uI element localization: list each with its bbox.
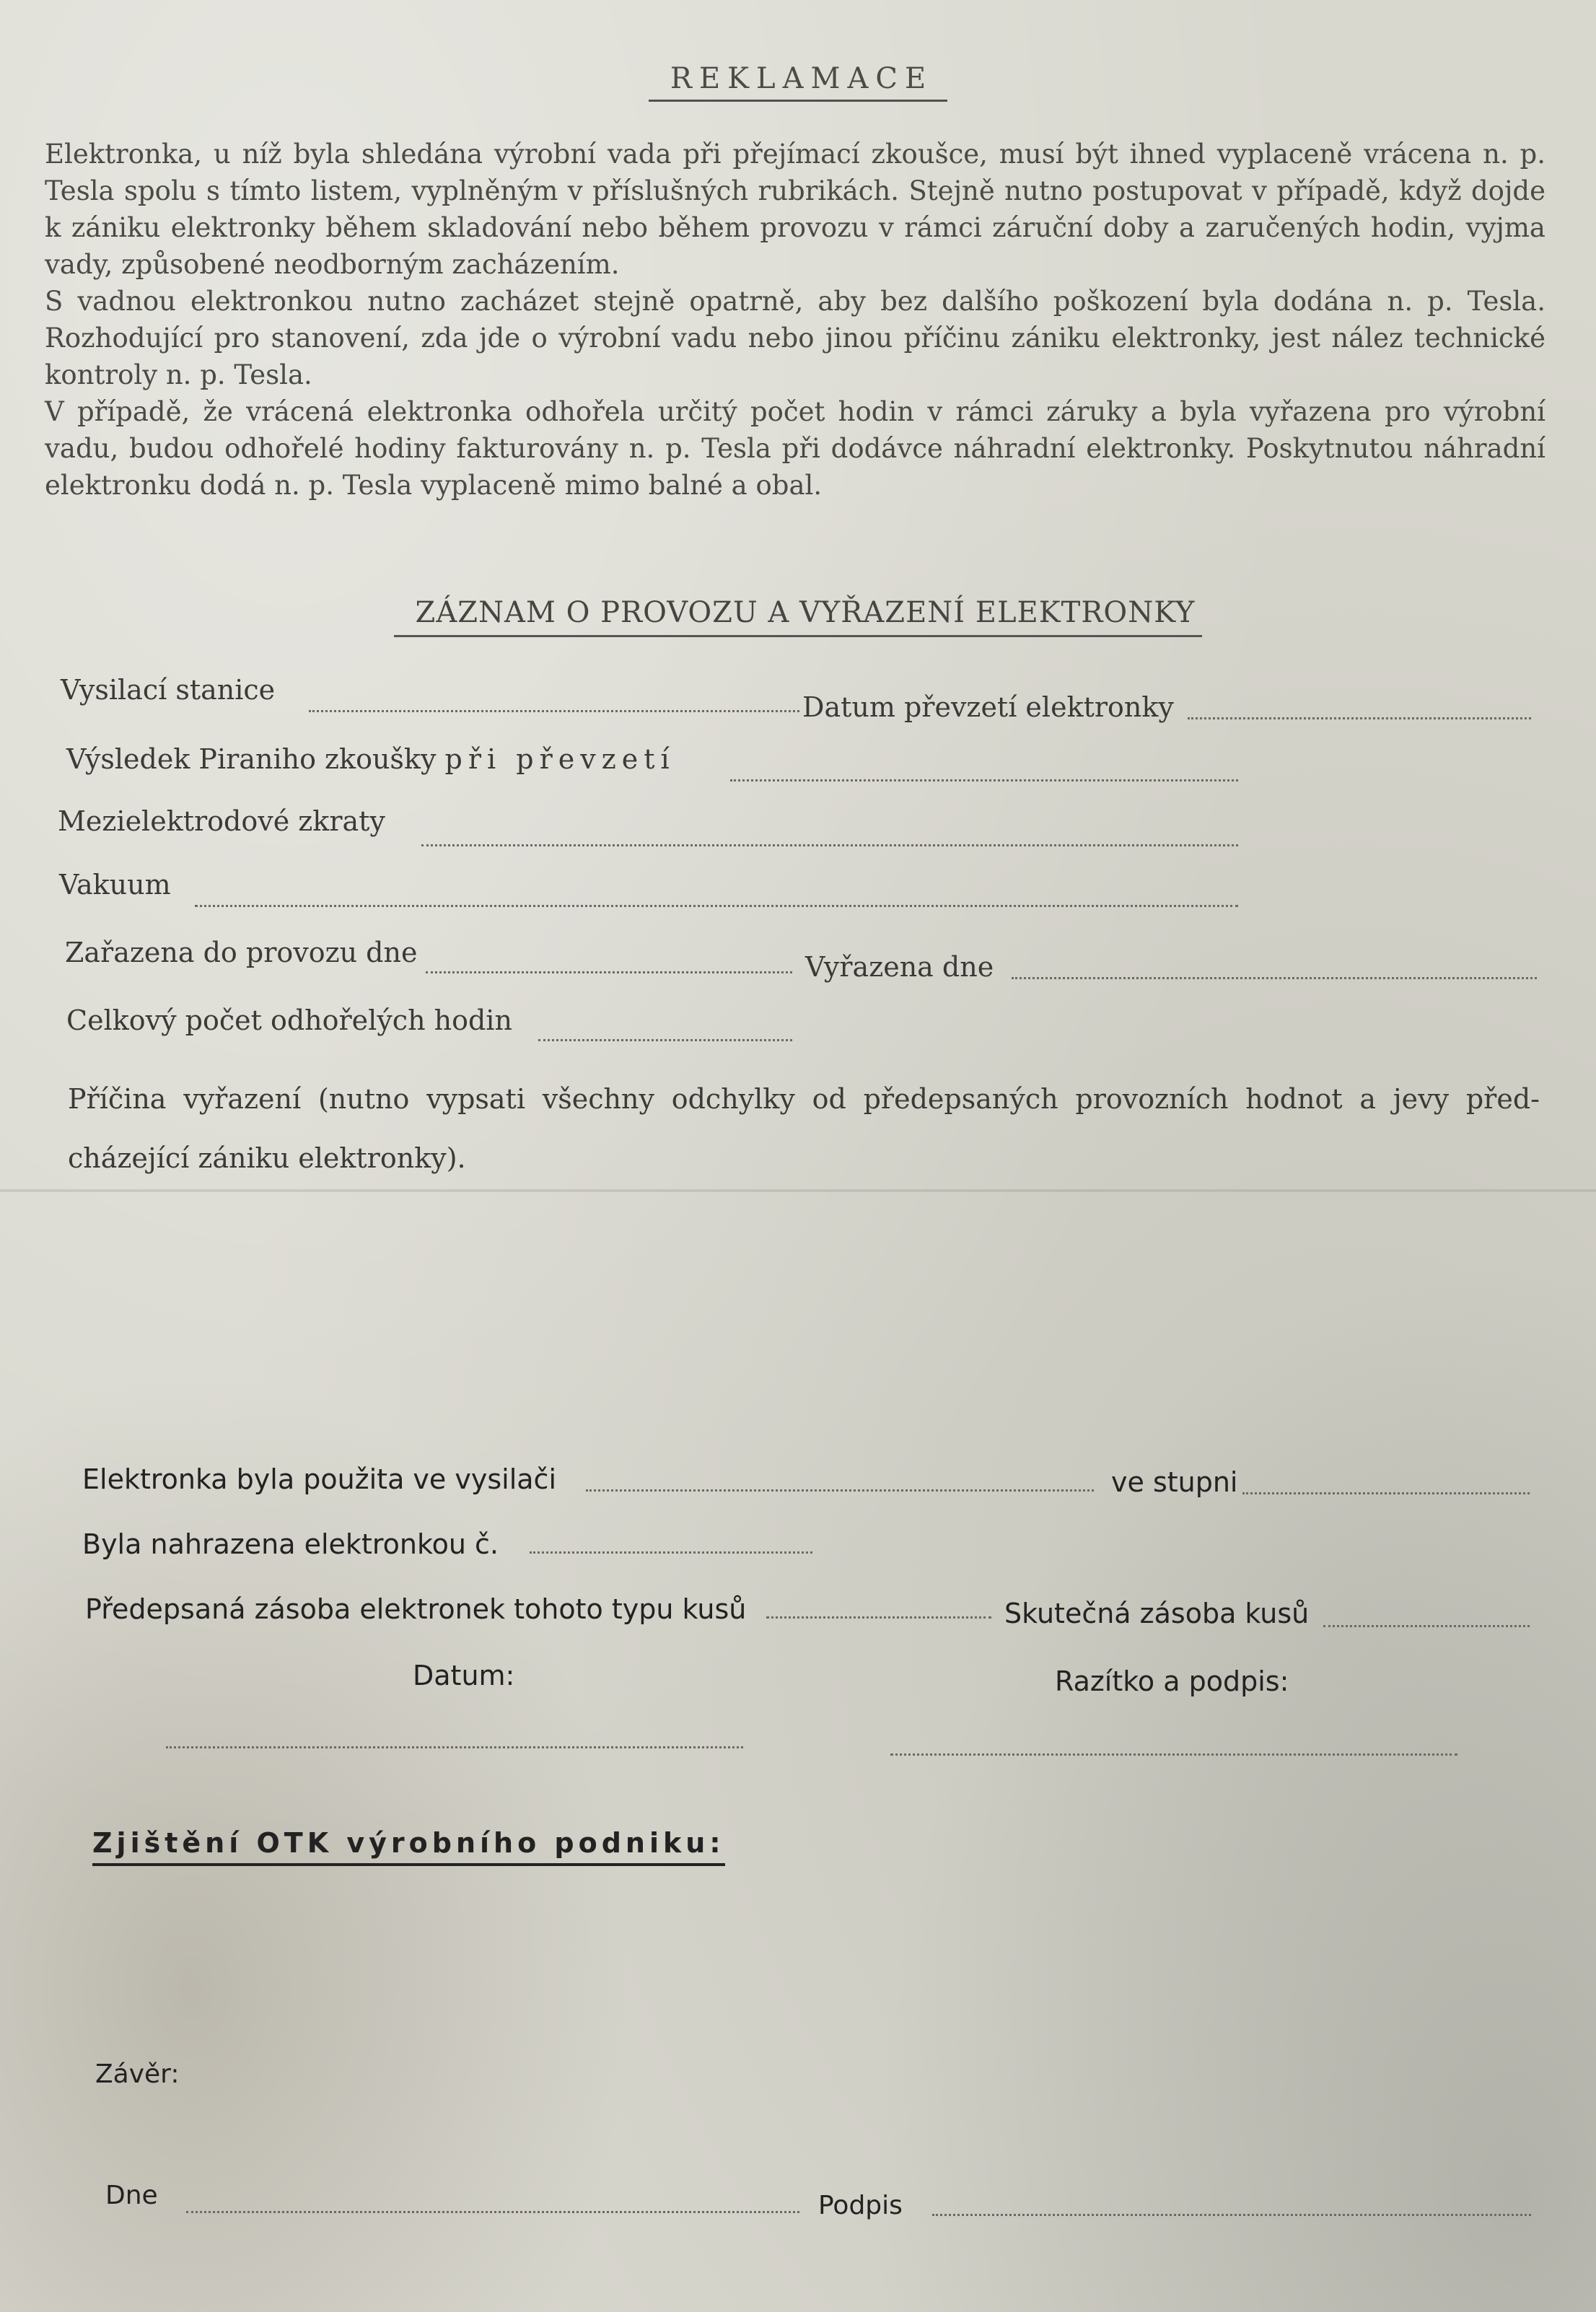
paper-fold (0, 1189, 1596, 1192)
vacuum-label: Vakuum (59, 869, 171, 901)
stage-label: ve stupni (1111, 1466, 1238, 1498)
station-label: Vysilací stanice (61, 674, 276, 706)
prescribed-stock-line[interactable] (766, 1616, 991, 1619)
removed-line[interactable] (1012, 977, 1537, 979)
stamp-line[interactable] (890, 1753, 1457, 1756)
cause-line-2: cházející zániku elektronky). (68, 1142, 466, 1174)
used-in-line[interactable] (586, 1489, 1094, 1492)
intro-paragraph-2: S vadnou elektronkou nutno zacházet stejně opatrně, aby bez dalšího poškození byla dodána n. p. Tesla. Rozhodující pro stanovení, zda jde o výrobní vadu nebo jinou příčinu zániku elektronky, jest nález technické kontroly n. p. Tesla. (45, 286, 1545, 390)
intro-paragraph-3: V případě, že vrácená elektronka odhořela určitý počet hodin v rámci záruky a byla vyřazena pro výrobní vadu, budou odhořelé hodiny fakturovány n. p. Tesla při dodávce náhradní elektronky. Poskytnutou náhradní elektronku dodá n. p. Tesla vyplaceně mimo balné a obal. (45, 396, 1545, 501)
in-service-line[interactable] (426, 971, 792, 973)
shorts-label: Mezielektrodové zkraty (58, 805, 385, 837)
prescribed-stock-label: Předepsaná zásoba elektronek tohoto typu kusů (85, 1593, 747, 1625)
actual-stock-line[interactable] (1323, 1625, 1530, 1627)
intro-paragraph-1: Elektronka, u níž byla shledána výrobní vada při přejímací zkoušce, musí být ihned vyplaceně vrácena n. p. Tesla spolu s tímto listem, vyplněným v příslušných rubrikách. Stejně nutno postupovat v případě, když dojde k zániku elektronky během skladování nebo během provozu v rámci záruční doby a zaručených hodin, vyjma vady, způsobené neodborným zacházením. (45, 139, 1545, 280)
cause-line-1: Příčina vyřazení (nutno vypsati všechny odchylky od předepsaných provozních hodnot a jevy před- (68, 1083, 1540, 1115)
replaced-label: Byla nahrazena elektronkou č. (82, 1528, 499, 1560)
stamp-label: Razítko a podpis: (1055, 1665, 1289, 1697)
date-label: Datum: (413, 1660, 515, 1691)
removed-label: Vyřazena dne (805, 951, 994, 983)
stage-line[interactable] (1242, 1492, 1530, 1494)
otk-title: Zjištění OTK výrobního podniku: (92, 1827, 725, 1866)
takeover-date-line[interactable] (1188, 717, 1531, 719)
hours-line[interactable] (538, 1039, 792, 1041)
vacuum-line[interactable] (195, 905, 1238, 907)
shorts-line[interactable] (421, 844, 1238, 846)
in-service-label: Zařazena do provozu dne (65, 937, 418, 968)
actual-stock-label: Skutečná zásoba kusů (1004, 1598, 1310, 1629)
used-in-label: Elektronka byla použita ve vysilači (82, 1463, 557, 1495)
conclusion-label: Závěr: (95, 2059, 180, 2089)
hours-label: Celkový počet odhořelých hodin (66, 1004, 512, 1036)
day-line[interactable] (186, 2211, 799, 2213)
station-line[interactable] (309, 710, 799, 712)
signature-label: Podpis (818, 2191, 903, 2220)
day-label: Dne (105, 2181, 158, 2210)
pirani-line[interactable] (730, 779, 1238, 781)
takeover-date-label: Datum převzetí elektronky (802, 691, 1174, 723)
pirani-label: Výsledek Piraniho zkoušky při převzetí (66, 743, 675, 775)
replaced-line[interactable] (530, 1551, 812, 1554)
document-title: REKLAMACE (0, 62, 1596, 102)
signature-line[interactable] (932, 2214, 1531, 2216)
intro-text (45, 136, 1545, 504)
date-line[interactable] (166, 1746, 743, 1748)
section-title: ZÁZNAM O PROVOZU A VYŘAZENÍ ELEKTRONKY (0, 596, 1596, 637)
